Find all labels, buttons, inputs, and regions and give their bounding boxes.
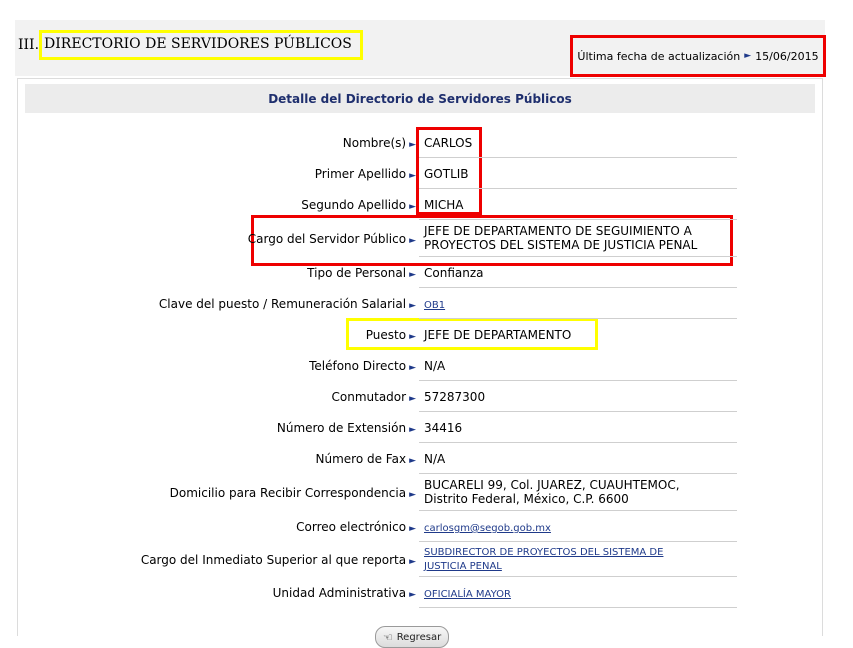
row-divider bbox=[419, 157, 737, 158]
right-triangle-icon: ► bbox=[409, 140, 416, 150]
value-superior[interactable] bbox=[424, 546, 663, 574]
superior-link[interactable]: SUBDIRECTOR DE PROYECTOS DEL SISTEMA DE bbox=[424, 547, 664, 558]
unidad-link[interactable]: OFICIALÍA MAYOR bbox=[424, 589, 511, 600]
back-arrow-icon: ☜ bbox=[382, 630, 393, 644]
value-extension: 34416 bbox=[424, 421, 463, 435]
label-text: Tipo de Personal bbox=[307, 266, 407, 280]
section-number: III. bbox=[18, 37, 40, 53]
panel-title: Detalle del Directorio de Servidores Públicos bbox=[25, 84, 815, 113]
value-unidad bbox=[424, 586, 511, 602]
value-line: BUCARELI 99, Col. JUAREZ, CUAUHTEMOC, bbox=[424, 478, 680, 492]
row-divider bbox=[419, 287, 737, 288]
value-clave bbox=[424, 297, 445, 313]
value-puesto: JEFE DE DEPARTAMENTO bbox=[424, 328, 572, 342]
value-conmutador: 57287300 bbox=[424, 390, 486, 404]
right-triangle-icon: ► bbox=[409, 590, 416, 600]
row-divider bbox=[419, 442, 737, 443]
right-triangle-icon: ► bbox=[409, 270, 416, 280]
label-puesto bbox=[366, 328, 416, 342]
label-text: Teléfono Directo bbox=[309, 359, 407, 373]
label-fax bbox=[316, 452, 416, 466]
label-superior bbox=[141, 553, 416, 567]
clave-link[interactable]: OB1 bbox=[424, 300, 446, 311]
update-label: Última fecha de actualización bbox=[577, 49, 741, 63]
right-triangle-icon: ► bbox=[409, 524, 416, 534]
right-triangle-icon: ► bbox=[409, 456, 416, 466]
value-telefono: N/A bbox=[424, 359, 446, 373]
value-line: JEFE DE DEPARTAMENTO DE SEGUIMIENTO A bbox=[424, 224, 692, 238]
back-button[interactable] bbox=[375, 626, 449, 648]
row-divider bbox=[419, 411, 737, 412]
label-text: Unidad Administrativa bbox=[272, 586, 407, 600]
right-triangle-icon: ► bbox=[744, 51, 752, 61]
label-unidad bbox=[273, 586, 416, 600]
right-triangle-icon: ► bbox=[409, 301, 416, 311]
row-divider bbox=[419, 510, 737, 511]
label-text: Cargo del Inmediato Superior al que reporta bbox=[140, 553, 407, 567]
right-triangle-icon: ► bbox=[409, 557, 416, 567]
label-text: Cargo del Servidor Público bbox=[247, 232, 407, 246]
value-primer-apellido: GOTLIB bbox=[424, 167, 469, 181]
label-text: Número de Fax bbox=[315, 452, 407, 466]
label-text: Primer Apellido bbox=[314, 167, 407, 181]
label-correo bbox=[296, 520, 416, 534]
value-nombre: CARLOS bbox=[424, 136, 473, 150]
superior-link[interactable]: JUSTICIA PENAL bbox=[424, 561, 502, 572]
label-conmutador bbox=[332, 390, 417, 404]
row-divider bbox=[419, 380, 737, 381]
value-tipo: Confianza bbox=[424, 266, 484, 280]
row-divider bbox=[419, 541, 737, 542]
row-divider bbox=[419, 473, 737, 474]
value-line: PROYECTOS DEL SISTEMA DE JUSTICIA PENAL bbox=[424, 238, 698, 252]
row-divider bbox=[419, 188, 737, 189]
right-triangle-icon: ► bbox=[409, 202, 416, 212]
row-divider bbox=[419, 576, 737, 577]
label-segundo-apellido bbox=[301, 198, 416, 212]
label-tipo bbox=[307, 266, 416, 280]
label-text: Conmutador bbox=[331, 390, 407, 404]
row-divider bbox=[419, 219, 737, 220]
label-text: Correo electrónico bbox=[296, 520, 407, 534]
label-extension bbox=[277, 421, 416, 435]
row-divider bbox=[419, 318, 737, 319]
value-segundo-apellido: MICHA bbox=[424, 198, 464, 212]
value-cargo bbox=[424, 224, 697, 252]
label-text: Nombre(s) bbox=[342, 136, 407, 150]
label-domicilio bbox=[170, 486, 416, 500]
label-text: Segundo Apellido bbox=[301, 198, 407, 212]
label-cargo bbox=[248, 232, 416, 246]
value-line: Distrito Federal, México, C.P. 6600 bbox=[424, 492, 629, 506]
row-divider bbox=[419, 607, 737, 608]
label-text: Puesto bbox=[365, 328, 407, 342]
label-telefono bbox=[309, 359, 416, 373]
label-text: Número de Extensión bbox=[276, 421, 407, 435]
label-clave bbox=[159, 297, 416, 311]
update-date: 15/06/2015 bbox=[755, 49, 819, 63]
right-triangle-icon: ► bbox=[409, 363, 416, 373]
value-correo bbox=[424, 520, 551, 536]
label-text: Domicilio para Recibir Correspondencia bbox=[169, 486, 407, 500]
email-link[interactable]: carlosgm@segob.gob.mx bbox=[424, 523, 551, 534]
right-triangle-icon: ► bbox=[409, 490, 416, 500]
right-triangle-icon: ► bbox=[409, 236, 416, 246]
right-triangle-icon: ► bbox=[409, 332, 416, 342]
back-button-label: Regresar bbox=[396, 631, 442, 643]
section-title bbox=[18, 33, 360, 57]
label-primer-apellido bbox=[315, 167, 416, 181]
value-domicilio bbox=[424, 478, 680, 506]
right-triangle-icon: ► bbox=[409, 394, 416, 404]
row-divider bbox=[419, 256, 737, 257]
value-fax: N/A bbox=[424, 452, 446, 466]
right-triangle-icon: ► bbox=[409, 425, 416, 435]
label-nombre bbox=[343, 136, 416, 150]
right-triangle-icon: ► bbox=[409, 171, 416, 181]
last-update bbox=[573, 38, 823, 74]
label-text: Clave del puesto / Remuneración Salarial bbox=[158, 297, 407, 311]
section-title-text: DIRECTORIO DE SERVIDORES PÚBLICOS bbox=[42, 33, 360, 57]
